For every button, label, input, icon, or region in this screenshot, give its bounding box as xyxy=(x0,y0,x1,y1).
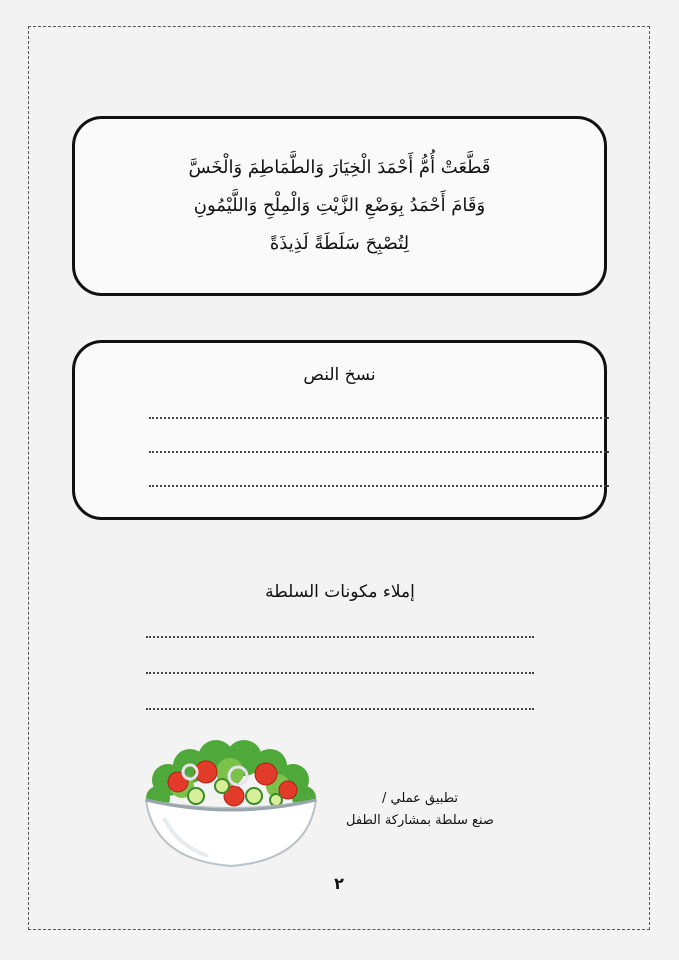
salad-bowl-icon xyxy=(138,738,324,872)
copy-writing-line-1[interactable] xyxy=(149,417,609,419)
copy-text-box xyxy=(72,340,607,520)
activity-description: صنع سلطة بمشاركة الطفل xyxy=(346,813,494,828)
activity-title: تطبيق عملي / xyxy=(381,791,459,806)
story-line-2: وَقَامَ أَحْمَدُ بِوَضْعِ الزَّيْتِ وَالْمِلْحِ وَاللَّيْمُونِ xyxy=(193,195,486,216)
story-text xyxy=(75,119,604,263)
page-number: ٢ xyxy=(334,874,344,893)
dictation-writing-line-3[interactable] xyxy=(146,708,534,710)
activity-note xyxy=(330,788,510,832)
story-box xyxy=(72,116,607,296)
story-line-3: لِتُصْبِحَ سَلَطَةً لَذِيذَةً xyxy=(269,233,410,254)
copy-writing-line-3[interactable] xyxy=(149,485,609,487)
copy-heading: نسخ النص xyxy=(303,365,376,385)
story-line-1: قَطَّعَتْ أُمُّ أَحْمَدَ الْخِيَارَ وَالطَّمَاطِمَ وَالْخَسَّ xyxy=(188,157,491,178)
dictation-writing-line-2[interactable] xyxy=(146,672,534,674)
copy-writing-line-2[interactable] xyxy=(149,451,609,453)
dictation-writing-line-1[interactable] xyxy=(146,636,534,638)
dictation-heading: إملاء مكونات السلطة xyxy=(265,582,415,602)
